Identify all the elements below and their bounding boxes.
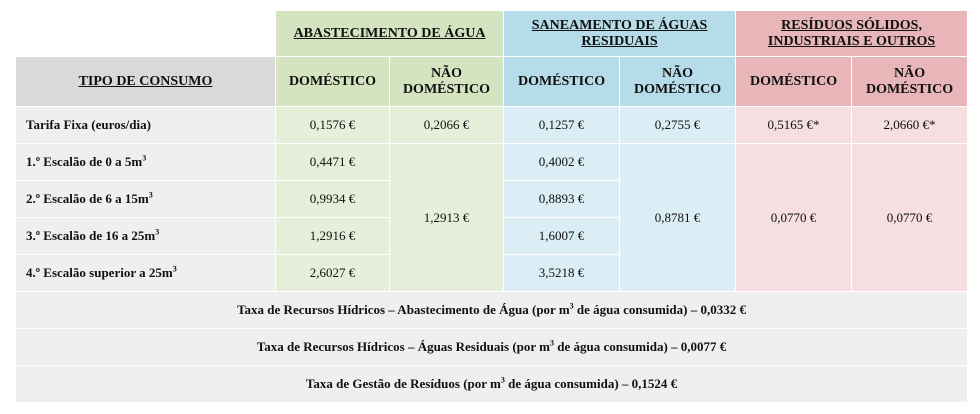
header-sanitation-domestic: DOMÉSTICO <box>504 57 620 107</box>
superscript: 3 <box>172 264 177 274</box>
header-consumption-type <box>16 57 276 107</box>
row-label-text: 3.º Escalão de 16 a 25m <box>26 228 156 243</box>
header-waste-non-domestic: NÃO DOMÉSTICO <box>852 57 968 107</box>
tariff-table-container <box>15 10 967 403</box>
superscript: 3 <box>148 190 153 200</box>
footer-row <box>16 292 968 329</box>
header-waste-domestic: DOMÉSTICO <box>736 57 852 107</box>
superscript: 3 <box>500 375 505 385</box>
table-row <box>16 144 968 181</box>
group-title-water: ABASTECIMENTO DE ÁGUA <box>293 25 486 41</box>
group-header-water <box>276 11 504 57</box>
group-header-row <box>16 11 968 57</box>
cell-water-non-domestic-merged: 1,2913 € <box>390 144 504 292</box>
cell-waste-non-domestic-merged: 0,0770 € <box>852 144 968 292</box>
footer-water-resources-wastewater <box>16 329 968 366</box>
tariff-table <box>15 10 968 403</box>
cell-sanitation-domestic: 1,6007 € <box>504 218 620 255</box>
cell-water-domestic: 0,4471 € <box>276 144 390 181</box>
row-label-tier-1 <box>16 144 276 181</box>
cell-waste-domestic: 0,5165 €* <box>736 107 852 144</box>
cell-sanitation-domestic: 0,4002 € <box>504 144 620 181</box>
header-sanitation-non-domestic: NÃO DOMÉSTICO <box>620 57 736 107</box>
cell-sanitation-non-domestic-merged: 0,8781 € <box>620 144 736 292</box>
superscript: 3 <box>155 227 160 237</box>
table-row <box>16 107 968 144</box>
cell-water-domestic: 1,2916 € <box>276 218 390 255</box>
cell-water-non-domestic: 0,2066 € <box>390 107 504 144</box>
row-label-fixed-tariff: Tarifa Fixa (euros/dia) <box>16 107 276 144</box>
superscript: 3 <box>550 338 554 348</box>
footer-water-resources-supply <box>16 292 968 329</box>
row-label-text: 2.º Escalão de 6 a 15m <box>26 191 149 206</box>
footer-row <box>16 329 968 366</box>
footer-text: de água consumida) – 0,1524 € <box>504 376 678 391</box>
footer-text: Taxa de Recursos Hídricos – Águas Residuais (por m <box>256 339 550 354</box>
header-consumption-type-label: TIPO DE CONSUMO <box>78 73 213 89</box>
footer-row <box>16 366 968 403</box>
cell-water-domestic: 0,1576 € <box>276 107 390 144</box>
superscript: 3 <box>569 301 574 311</box>
row-label-text: 4.º Escalão superior a 25m <box>26 265 173 280</box>
cell-waste-non-domestic: 2,0660 €* <box>852 107 968 144</box>
column-header-row <box>16 57 968 107</box>
empty-corner-cell <box>16 11 276 57</box>
superscript: 3 <box>142 153 147 163</box>
group-title-waste: RESÍDUOS SÓLIDOS, INDUSTRIAIS E OUTROS <box>767 17 936 49</box>
header-water-domestic: DOMÉSTICO <box>276 57 390 107</box>
row-label-tier-3 <box>16 218 276 255</box>
row-label-tier-4 <box>16 255 276 292</box>
footer-waste-management <box>16 366 968 403</box>
group-title-sanitation: SANEAMENTO DE ÁGUAS RESIDUAIS <box>531 17 708 49</box>
cell-sanitation-domestic: 3,5218 € <box>504 255 620 292</box>
footer-text: de água consumida) – 0,0077 € <box>554 339 727 354</box>
group-header-waste <box>736 11 968 57</box>
cell-sanitation-domestic: 0,8893 € <box>504 181 620 218</box>
cell-sanitation-non-domestic: 0,2755 € <box>620 107 736 144</box>
row-label-tier-2 <box>16 181 276 218</box>
group-header-sanitation <box>504 11 736 57</box>
cell-water-domestic: 2,6027 € <box>276 255 390 292</box>
header-water-non-domestic: NÃO DOMÉSTICO <box>390 57 504 107</box>
cell-waste-domestic-merged: 0,0770 € <box>736 144 852 292</box>
cell-sanitation-domestic: 0,1257 € <box>504 107 620 144</box>
cell-water-domestic: 0,9934 € <box>276 181 390 218</box>
row-label-text: 1.º Escalão de 0 a 5m <box>26 154 143 169</box>
footer-text: Taxa de Gestão de Resíduos (por m <box>305 376 501 391</box>
footer-text: Taxa de Recursos Hídricos – Abastecimento de Água (por m <box>237 302 570 317</box>
footer-text: de água consumida) – 0,0332 € <box>573 302 746 317</box>
